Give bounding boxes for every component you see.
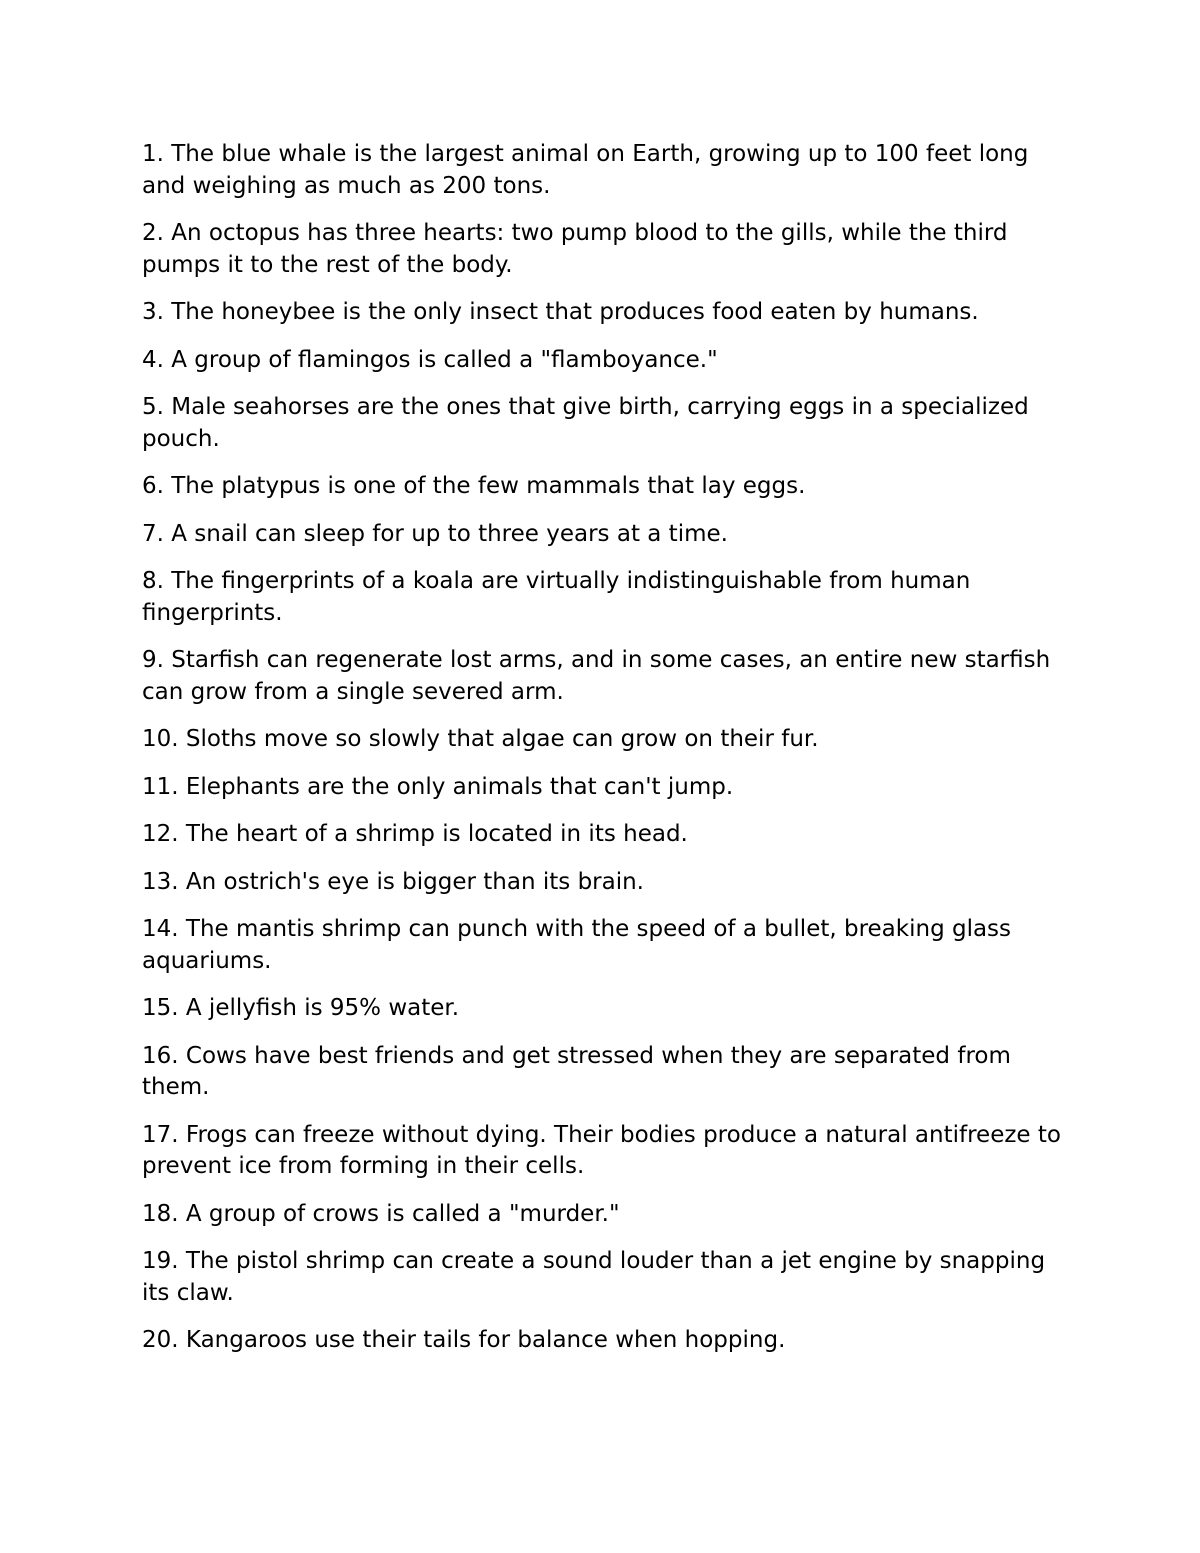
- fact-15: 15. A jellyfish is 95% water.: [142, 995, 460, 1021]
- fact-14: 14. The mantis shrimp can punch with the speed of a bullet, breaking glass aquariums.: [142, 916, 1012, 974]
- fact-12: 12. The heart of a shrimp is located in its head.: [142, 821, 688, 847]
- fact-2: 2. An octopus has three hearts: two pump blood to the gills, while the third pumps it to the rest of the body.: [142, 220, 1008, 278]
- fact-7: 7. A snail can sleep for up to three years at a time.: [142, 520, 728, 547]
- fact-5: 5. Male seahorses are the ones that give birth, carrying eggs in a specialized pouch.: [142, 394, 1029, 452]
- fact-1: 1. The blue whale is the largest animal on Earth, growing up to 100 feet long and weighing as much as 200 tons.: [142, 141, 1029, 199]
- fact-19: 19. The pistol shrimp can create a sound louder than a jet engine by snapping its claw.: [142, 1248, 1046, 1306]
- fact-11: 11. Elephants are the only animals that can't jump.: [142, 773, 734, 800]
- fact-10: 10. Sloths move so slowly that algae can grow on their fur.: [142, 726, 819, 752]
- fact-20: 20. Kangaroos use their tails for balance when hopping.: [142, 1327, 786, 1353]
- fact-18: 18. A group of crows is called a "murder.": [142, 1200, 620, 1227]
- fact-13: 13. An ostrich's eye is bigger than its brain.: [142, 868, 644, 895]
- animal-facts-list: [142, 139, 1062, 1373]
- fact-16: 16. Cows have best friends and get stressed when they are separated from them.: [142, 1042, 1011, 1100]
- fact-9: 9. Starfish can regenerate lost arms, and in some cases, an entire new starfish can grow from a single severed arm.: [142, 647, 1051, 705]
- fact-3: 3. The honeybee is the only insect that produces food eaten by humans.: [142, 299, 979, 325]
- fact-4: 4. A group of flamingos is called a "flamboyance.": [142, 346, 718, 373]
- fact-17: 17. Frogs can freeze without dying. Their bodies produce a natural antifreeze to prevent ice from forming in their cells.: [142, 1121, 1061, 1179]
- fact-8: 8. The fingerprints of a koala are virtually indistinguishable from human fingerprints.: [142, 568, 971, 626]
- fact-6: 6. The platypus is one of the few mammals that lay eggs.: [142, 473, 806, 499]
